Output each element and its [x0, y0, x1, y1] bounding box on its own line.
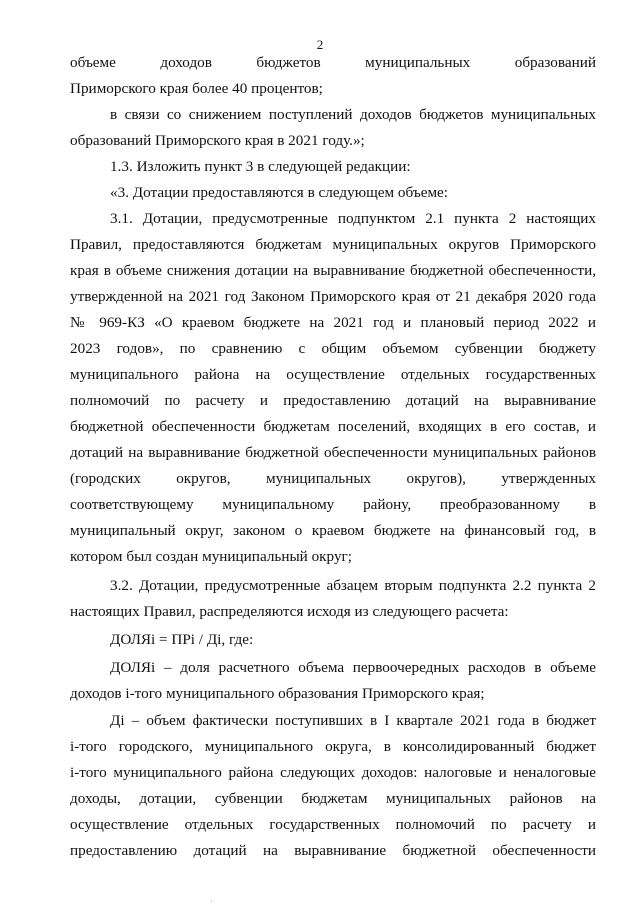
text-line: в связи со снижением поступлений доходов бюджетов муниципальных — [110, 106, 596, 123]
text-line: Дi – объем фактически поступивших в I квартале 2021 года в бюджет — [110, 712, 596, 729]
text-line: края в объеме снижения дотации на выравнивание бюджетной обеспеченности, — [70, 262, 596, 279]
scan-speck: · — [210, 897, 213, 906]
text-line: котором был создан муниципальный округ; — [70, 548, 352, 565]
text-line: дотаций на выравнивание бюджетной обеспеченности муниципальных районов — [70, 444, 596, 461]
text-line: 3.2. Дотации, предусмотренные абзацем вторым подпункта 2.2 пункта 2 — [110, 577, 596, 594]
text-line: осуществление отдельных государственных полномочий по расчету и — [70, 816, 596, 833]
text-line: бюджетной обеспеченности бюджетам поселений, входящих в его состав, и — [70, 418, 596, 435]
text-line: (городских округов, муниципальных округов), утвержденных — [70, 470, 596, 487]
text-line: Приморского края более 40 процентов; — [70, 80, 323, 97]
text-line: 3.1. Дотации, предусмотренные подпунктом 2.1 пункта 2 настоящих — [110, 210, 596, 227]
text-line: i-того муниципального района следующих доходов: налоговые и неналоговые — [70, 764, 596, 781]
text-line: «3. Дотации предоставляются в следующем объеме: — [110, 184, 449, 201]
text-line: предоставлению дотаций на выравнивание бюджетной обеспеченности — [70, 842, 596, 859]
text-line: i-того городского, муниципального округа, в консолидированный бюджет — [70, 738, 596, 755]
text-line: № 969-КЗ «О краевом бюджете на 2021 год и плановый период 2022 и — [70, 314, 596, 331]
text-line: муниципального района на осуществление отдельных государственных — [70, 366, 596, 383]
text-line: 2023 годов», по сравнению с общим объемом субвенции бюджету — [70, 340, 596, 357]
text-line: полномочий по расчету и предоставлению дотаций на выравнивание — [70, 392, 596, 409]
text-line: образований Приморского края в 2021 году.»; — [70, 132, 365, 149]
text-line: настоящих Правил, распределяются исходя из следующего расчета: — [70, 603, 509, 620]
text-line: ДОЛЯi – доля расчетного объема первоочередных расходов в объеме — [110, 659, 596, 676]
text-line: Правил, предоставляются бюджетам муниципальных округов Приморского — [70, 236, 596, 253]
text-line: 1.3. Изложить пункт 3 в следующей редакции: — [110, 158, 411, 175]
text-line: утвержденной на 2021 год Законом Приморского края от 21 декабря 2020 года — [70, 288, 596, 305]
text-line: доходов i-того муниципального образования Приморского края; — [70, 685, 485, 702]
text-line: объеме доходов бюджетов муниципальных образований — [70, 54, 596, 71]
text-line: соответствующему муниципальному району, преобразованному в — [70, 496, 596, 513]
page-number: 2 — [316, 37, 324, 52]
text-line: доходы, дотации, субвенции бюджетам муниципальных районов на — [70, 790, 596, 807]
formula-line: ДОЛЯi = ПРi / Дi, где: — [110, 631, 254, 648]
text-line: муниципальный округ, законом о краевом бюджете на финансовый год, в — [70, 522, 596, 539]
